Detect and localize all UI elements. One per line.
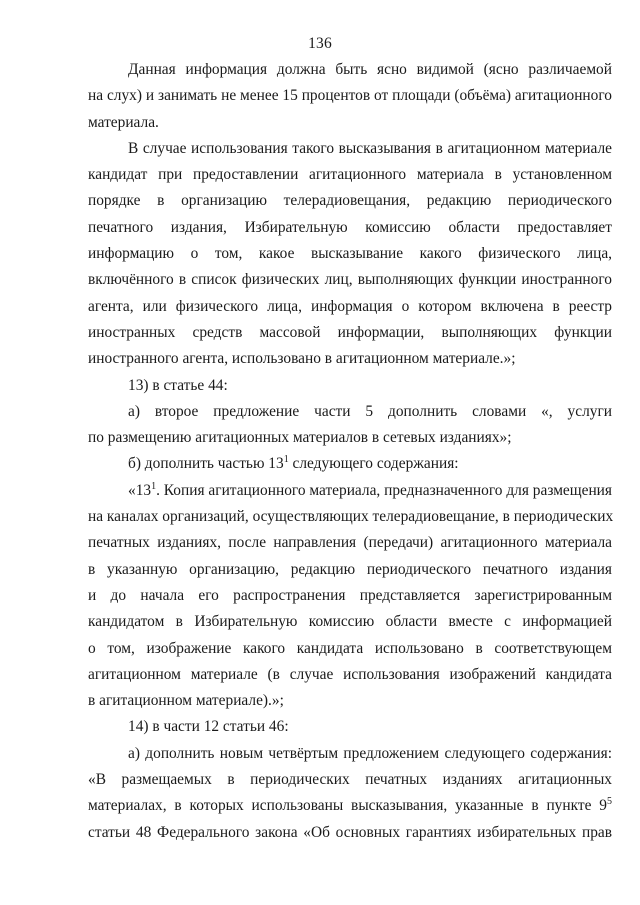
line-text: в указанную организацию, редакцию периодического печатного издания	[88, 560, 612, 578]
line-text-after: . Копия агитационного материала, предназначенного для размещения	[156, 481, 612, 499]
line-text: иностранного агента, использовано в агитационном материале.»;	[88, 350, 516, 368]
text-line	[88, 662, 612, 688]
document-body	[88, 57, 612, 846]
line-text: включённого в список физических лиц, выполняющих функции иностранного	[88, 271, 612, 289]
line-text: печатного издания, Избирательную комиссию области предоставляет	[88, 218, 612, 236]
text-line	[88, 241, 612, 267]
text-line	[88, 57, 612, 83]
text-line	[88, 110, 612, 136]
line-text: и до начала его распространения представляется зарегистрированным	[88, 586, 612, 604]
superscript: 5	[607, 796, 612, 808]
line-text: 13) в статье 44:	[128, 376, 228, 394]
line-text: в агитационном материале).»;	[88, 692, 284, 710]
text-line	[88, 83, 612, 109]
text-line	[88, 557, 612, 583]
line-text: агитационном материале (в случае использования изображений кандидата	[88, 665, 612, 683]
text-line	[88, 714, 612, 740]
line-text: Данная информация должна быть ясно видимой (ясно различаемой	[128, 61, 612, 78]
text-line	[88, 767, 612, 793]
text-line	[88, 451, 612, 477]
line-text: о том, изображение какого кандидата использовано в соответствующем	[88, 639, 612, 657]
text-line	[88, 425, 612, 451]
text-line	[88, 609, 612, 635]
line-text: по размещению агитационных материалов в сетевых изданиях»;	[88, 429, 512, 447]
text-line	[88, 820, 612, 846]
line-text: печатных изданиях, после направления (передачи) агитационного материала	[88, 534, 612, 552]
line-text: статьи 48 Федерального закона «Об основных гарантиях избирательных прав	[88, 823, 612, 841]
text-line	[88, 215, 612, 241]
line-text: б) дополнить частью 13	[128, 455, 284, 473]
text-line	[88, 188, 612, 214]
superscript: 1	[151, 480, 157, 492]
text-line	[88, 793, 612, 819]
text-line	[88, 162, 612, 188]
text-line	[88, 399, 612, 425]
line-text: а) второе предложение части 5 дополнить словами «, услуги	[128, 402, 612, 420]
line-text: материалах, в которых использованы высказывания, указанные в пункте 9	[88, 797, 607, 815]
line-text: В случае использования такого высказывания в агитационном материале	[128, 139, 612, 157]
line-text: «13	[128, 481, 152, 499]
text-line	[88, 346, 612, 372]
text-line	[88, 636, 612, 662]
text-line	[88, 136, 612, 162]
text-line	[88, 294, 612, 320]
line-text: кандидатом в Избирательную комиссию области вместе с информацией	[88, 613, 612, 631]
text-line	[88, 267, 612, 293]
superscript: 1	[283, 454, 289, 466]
line-text: информацию о том, какое высказывание какого физического лица,	[88, 245, 612, 263]
line-text-after: следующего содержания:	[288, 455, 459, 473]
line-text: «В размещаемых в периодических печатных изданиях агитационных	[88, 771, 612, 789]
line-text: материала.	[88, 113, 159, 131]
text-line	[88, 373, 612, 399]
text-line	[88, 583, 612, 609]
line-text: на слух) и занимать не менее 15 процентов от площади (объёма) агитационного	[88, 87, 612, 105]
line-text: 14) в части 12 статьи 46:	[128, 718, 289, 736]
line-text: агента, или физического лица, информация о котором включена в реестр	[88, 297, 612, 315]
line-text: иностранных средств массовой информации, выполняющих функции	[88, 323, 612, 341]
line-text: на каналах организаций, осуществляющих телерадиовещание, в периодических	[88, 508, 614, 526]
text-line	[88, 504, 612, 530]
text-line	[88, 478, 612, 504]
text-line	[88, 320, 612, 346]
line-text: порядке в организацию телерадиовещания, редакцию периодического	[88, 192, 612, 210]
text-line	[88, 741, 612, 767]
text-line	[88, 688, 612, 714]
line-text: а) дополнить новым четвёртым предложением следующего содержания:	[128, 744, 612, 762]
line-text: кандидат при предоставлении агитационного материала в установленном	[88, 166, 612, 184]
page-number: 136	[308, 35, 332, 52]
text-line	[88, 530, 612, 556]
